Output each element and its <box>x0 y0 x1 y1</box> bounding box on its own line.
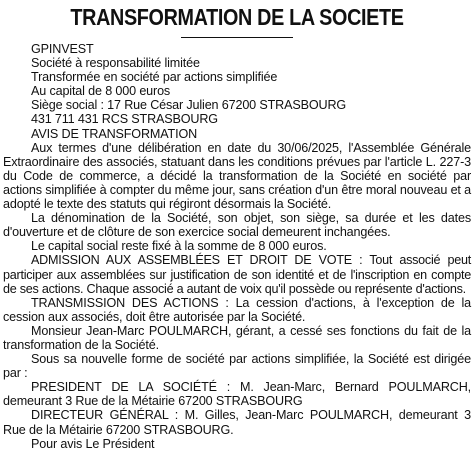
paragraph-signature: Pour avis Le Président <box>31 436 155 451</box>
paragraph-share-transfer: TRANSMISSION DES ACTIONS : La cession d'actions, à l'exception de la cession aux associés, doit être autorisée par la Société. <box>3 295 471 324</box>
company-name: GPINVEST <box>31 42 94 56</box>
notice-body <box>3 42 471 451</box>
title-divider <box>181 37 293 38</box>
paragraph-capital: Le capital social reste fixé à la somme de 8 000 euros. <box>31 239 327 254</box>
company-head-office: Siège social : 17 Rue César Julien 67200 STRASBOURG <box>31 98 347 113</box>
company-capital: Au capital de 8 000 euros <box>31 84 171 99</box>
paragraph-unchanged-items: La dénomination de la Société, son objet, son siège, sa durée et les dates d'ouverture et de clôture de son exercice social demeurent inchangées. <box>3 211 471 240</box>
company-rcs: 431 711 431 RCS STRASBOURG <box>31 112 218 127</box>
paragraph-management-intro: Sous sa nouvelle forme de société par actions simplifiée, la Société est dirigée par : <box>3 352 471 381</box>
notice-type: AVIS DE TRANSFORMATION <box>31 126 198 141</box>
company-new-form: Transformée en société par actions simplifiée <box>31 70 278 85</box>
paragraph-former-manager: Monsieur Jean-Marc POULMARCH, gérant, a cessé ses fonctions du fait de la transformation de la Société. <box>3 323 471 352</box>
paragraph-president: PRESIDENT DE LA SOCIÉTÉ : M. Jean-Marc, Bernard POULMARCH, demeurant 3 Rue de la Métairie 67200 STRASBOURG <box>3 380 471 409</box>
paragraph-voting-rights: ADMISSION AUX ASSEMBLÉES ET DROIT DE VOTE : Tout associé peut participer aux assemblées sur justification de son identité et de l'inscription en compte de ses actions. Chaque associé a autant de voix qu'il possède ou représente d'actions. <box>3 253 471 296</box>
company-legal-form: Société à responsabilité limitée <box>31 56 200 71</box>
paragraph-deliberation: Aux termes d'une délibération en date du 30/06/2025, l'Assemblée Générale Extraordinaire des associés, statuant dans les conditions prévues par l'article L. 227-3 du Code de commerce, a décidé la transformation de la Société en société par actions simplifiée à compter du même jour, sans création d'un être moral nouveau et a adopté le texte des statuts qui régiront désormais la Société. <box>3 140 471 212</box>
paragraph-general-director: DIRECTEUR GÉNÉRAL : M. Gilles, Jean-Marc POULMARCH, demeurant 3 Rue de la Métairie 67200 STRASBOURG. <box>3 408 471 437</box>
notice-title: TRANSFORMATION DE LA SOCIETE <box>70 4 404 30</box>
legal-notice <box>3 4 471 451</box>
